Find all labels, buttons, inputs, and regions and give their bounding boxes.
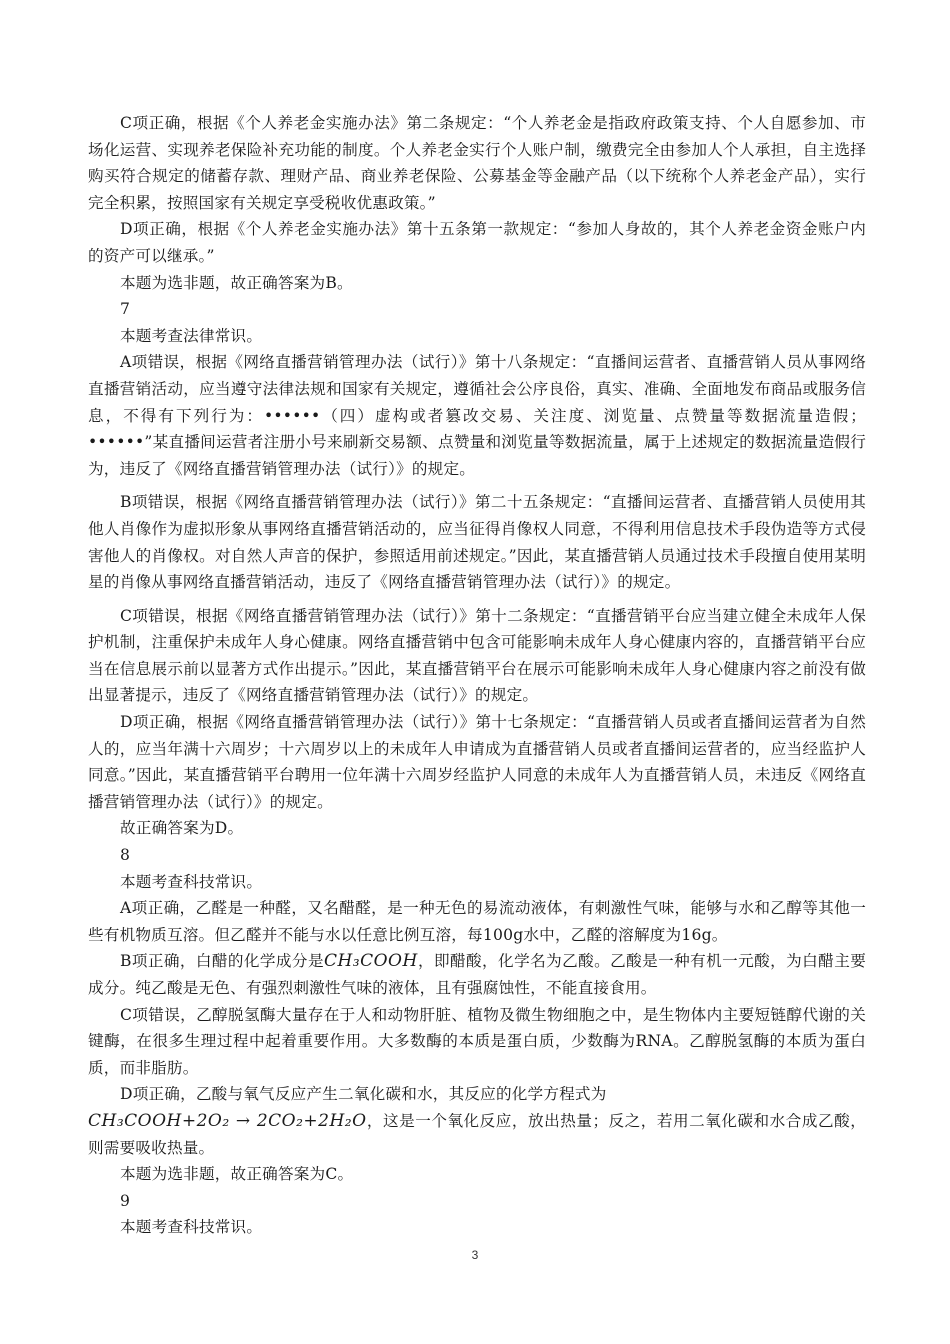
- formula-acetic-acid: CH₃COOH: [323, 951, 418, 972]
- question-number-8: 8: [120, 846, 131, 865]
- paragraph-option-b-rest: ，即醋酸，化学名为乙酸。乙酸是一种有机一元酸，为白醋主要成分。纯乙酸是无色、有强烈刺激性气味的液体，且有强腐蚀性，不能直接食用。: [88, 952, 866, 997]
- paragraph-topic-9: 本题考查科技常识。: [120, 1218, 263, 1237]
- paragraph-option-b-livestream: B项错误，根据《网络直播营销管理办法（试行）》第二十五条规定：“直播间运营者、直播营销人员使用其他人肖像作为虚拟形象从事网络直播营销活动的，应当征得肖像权人同意，不得利用信息技术手段伪造等方式侵害他人的肖像权。对自然人声音的保护，参照适用前述规定。”因此，某直播营销人员通过技术手段擅自使用某明星的肖像从事网络直播营销活动，违反了《网络直播营销管理办法（试行）》的规定。: [88, 493, 866, 592]
- paragraph-option-a-livestream: A项错误，根据《网络直播营销管理办法（试行）》第十八条规定：“直播间运营者、直播营销人员从事网络直播营销活动，应当遵守法律法规和国家有关规定，遵循社会公序良俗，真实、准确、全面地发布商品或服务信息，不得有下列行为：••••••（四）虚构或者篡改交易、关注度、浏览量、点赞量等数据流量造假；••••••”某直播间运营者注册小号来刷新交易额、点赞量和浏览量等数据流量，属于上述规定的数据流量造假行为，违反了《网络直播营销管理办法（试行）》的规定。: [88, 353, 866, 478]
- page-number: 3: [471, 1248, 479, 1262]
- paragraph-option-d-pension: D项正确，根据《个人养老金实施办法》第十五条第一款规定：“参加人身故的，其个人养老金资金账户内的资产可以继承。”: [88, 220, 866, 265]
- paragraph-option-b-lead: B项正确，白醋的化学成分是: [120, 952, 324, 971]
- paragraph-option-c-livestream: C项错误，根据《网络直播营销管理办法（试行）》第十二条规定：“直播营销平台应当建立健全未成年人保护机制，注重保护未成年人身心健康。网络直播营销中包含可能影响未成年人身心健康内容的，直播营销平台应当在信息展示前以显著方式作出提示。”因此，某直播营销平台在展示可能影响未成年人身心健康内容之前没有做出显著提示，违反了《网络直播营销管理办法（试行）》的规定。: [88, 606, 866, 705]
- formula-reaction: CH₃COOH+2O₂ → 2CO₂+2H₂O: [88, 1110, 367, 1131]
- paragraph-option-a-acetaldehyde: A项正确，乙醛是一种醛，又名醋醛，是一种无色的易流动液体，有刺激性气味，能够与水和乙醇等其他一些有机物质互溶。但乙醛并不能与水以任意比例互溶，每100g水中，乙醛的溶解度为16g。: [88, 899, 866, 944]
- paragraph-answer-6: 本题为选非题，故正确答案为B。: [120, 273, 353, 292]
- paragraph-answer-7: 故正确答案为D。: [120, 819, 244, 838]
- paragraph-topic-8: 本题考查科技常识。: [120, 872, 263, 891]
- question-number-9: 9: [120, 1191, 131, 1210]
- paragraph-topic-7: 本题考查法律常识。: [120, 326, 263, 345]
- document-body: [88, 110, 866, 1241]
- paragraph-option-d-reaction: [88, 1081, 866, 1161]
- paragraph-option-d-lead: D项正确，乙酸与氧气反应产生二氧化碳和水，其反应的化学方程式为: [120, 1085, 607, 1104]
- paragraph-option-c-enzyme: C项错误，乙醇脱氢酶大量存在于人和动物肝脏、植物及微生物细胞之中，是生物体内主要短链醇代谢的关键酶，在很多生理过程中起着重要作用。大多数酶的本质是蛋白质，少数酶为RNA。乙醇脱氢酶的本质为蛋白质，而非脂肪。: [88, 1005, 866, 1077]
- paragraph-option-c-pension: C项正确，根据《个人养老金实施办法》第二条规定：“个人养老金是指政府政策支持、个人自愿参加、市场化运营、实现养老保险补充功能的制度。个人养老金实行个人账户制，缴费完全由参加人个人承担，自主选择购买符合规定的储蓄存款、理财产品、商业养老保险、公募基金等金融产品（以下统称个人养老金产品），实行完全积累，按照国家有关规定享受税收优惠政策。”: [88, 114, 866, 212]
- paragraph-option-d-livestream: D项正确，根据《网络直播营销管理办法（试行）》第十七条规定：“直播营销人员或者直播间运营者为自然人的，应当年满十六周岁；十六周岁以上的未成年人申请成为直播营销人员或者直播间运营者的，应当经监护人同意。”因此，某直播营销平台聘用一位年满十六周岁经监护人同意的未成年人为直播营销人员，未违反《网络直播营销管理办法（试行）》的规定。: [88, 713, 866, 811]
- question-number-7: 7: [120, 300, 131, 319]
- paragraph-option-d-rest: ，这是一个氧化反应，放出热量；反之，若用二氧化碳和水合成乙酸，则需要吸收热量。: [88, 1111, 867, 1157]
- paragraph-answer-8: 本题为选非题，故正确答案为C。: [120, 1165, 354, 1184]
- paragraph-option-b-vinegar: [88, 948, 866, 1001]
